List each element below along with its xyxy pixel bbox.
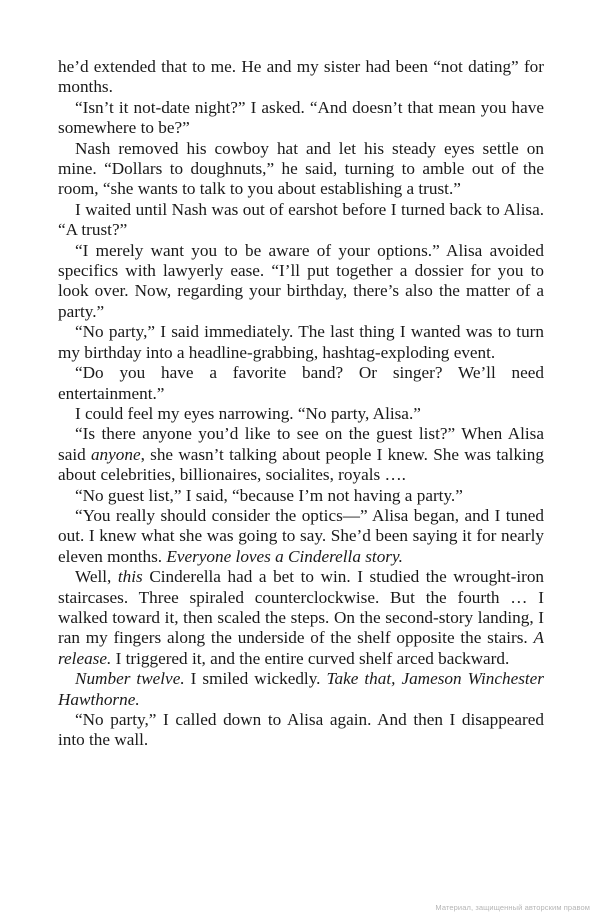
text-run: I triggered it, and the entire curved shelf arced backward. (111, 648, 510, 668)
paragraph (58, 200, 544, 241)
paragraph (58, 322, 544, 363)
text-run: Well, (75, 567, 118, 587)
text-run: Nash removed his cowboy hat and let his steady eyes settle on mine. “Dollars to doughnuts,” he said, turning to amble out of the room, “she wants to talk to you about establishing a trust.” (58, 138, 544, 199)
paragraph (58, 567, 544, 669)
text-run: “I merely want you to be aware of your options.” Alisa avoided specifics with lawyerly ease. “I’ll put together a dossier for you to look over. Now, regarding your birthday, there’s also the matter of a party.” (58, 240, 544, 321)
paragraph (58, 424, 544, 485)
text-run: he’d extended that to me. He and my sister had been “not dating” for months. (58, 57, 544, 97)
text-run: Cinderella had a bet to win. I studied the wrought-iron staircases. Three spiraled counterclockwise. But the fourth … I walked toward it, then scaled the steps. On the second-story landing, I ran my fingers along the underside of the shelf opposite the stairs. (58, 567, 545, 648)
paragraph (58, 241, 544, 323)
italic-text: Take that, Jameson Winchester Hawthorne. (58, 669, 544, 709)
paragraph (58, 57, 544, 98)
text-run: I smiled wickedly. (184, 669, 327, 689)
paragraph (58, 98, 544, 139)
text-run: “Is there anyone you’d like to see on the guest list?” When Alisa said (58, 424, 544, 464)
paragraph (58, 404, 544, 424)
paragraph (58, 710, 544, 751)
italic-text: anyone (90, 444, 141, 464)
text-run: , she wasn’t talking about people I knew. She was talking about celebrities, billionaires, socialites, royals …. (58, 444, 544, 485)
text-run: “No party,” I called down to Alisa again. And then I disappeared into the wall. (58, 710, 544, 750)
body-text (58, 57, 544, 751)
italic-text: Everyone loves a Cinderella story. (166, 546, 403, 566)
paragraph (58, 669, 544, 710)
italic-text: A release. (58, 628, 544, 668)
text-run: I waited until Nash was out of earshot before I turned back to Alisa. “A trust?” (58, 199, 544, 240)
paragraph (58, 506, 544, 567)
paragraph (58, 363, 544, 404)
text-run: I could feel my eyes narrowing. “No party, Alisa.” (75, 403, 421, 423)
book-page (58, 57, 544, 751)
paragraph (58, 139, 544, 200)
text-run: “Do you have a favorite band? Or singer? We’ll need entertainment.” (58, 363, 544, 403)
text-run: “No guest list,” I said, “because I’m not having a party.” (75, 485, 463, 505)
paragraph (58, 486, 544, 506)
text-run: “Isn’t it not-date night?” I asked. “And doesn’t that mean you have somewhere to be?” (58, 97, 544, 138)
italic-text: Number twelve. (75, 669, 185, 689)
italic-text: this (117, 567, 143, 587)
text-run: “You really should consider the optics—” Alisa began, and I tuned out. I knew what she was going to say. She’d been saying it for nearly eleven months. (58, 505, 544, 566)
copyright-watermark: Материал, защищенный авторским правом (435, 903, 590, 912)
text-run: “No party,” I said immediately. The last thing I wanted was to turn my birthday into a headline-grabbing, hashtag-exploding event. (58, 322, 544, 362)
